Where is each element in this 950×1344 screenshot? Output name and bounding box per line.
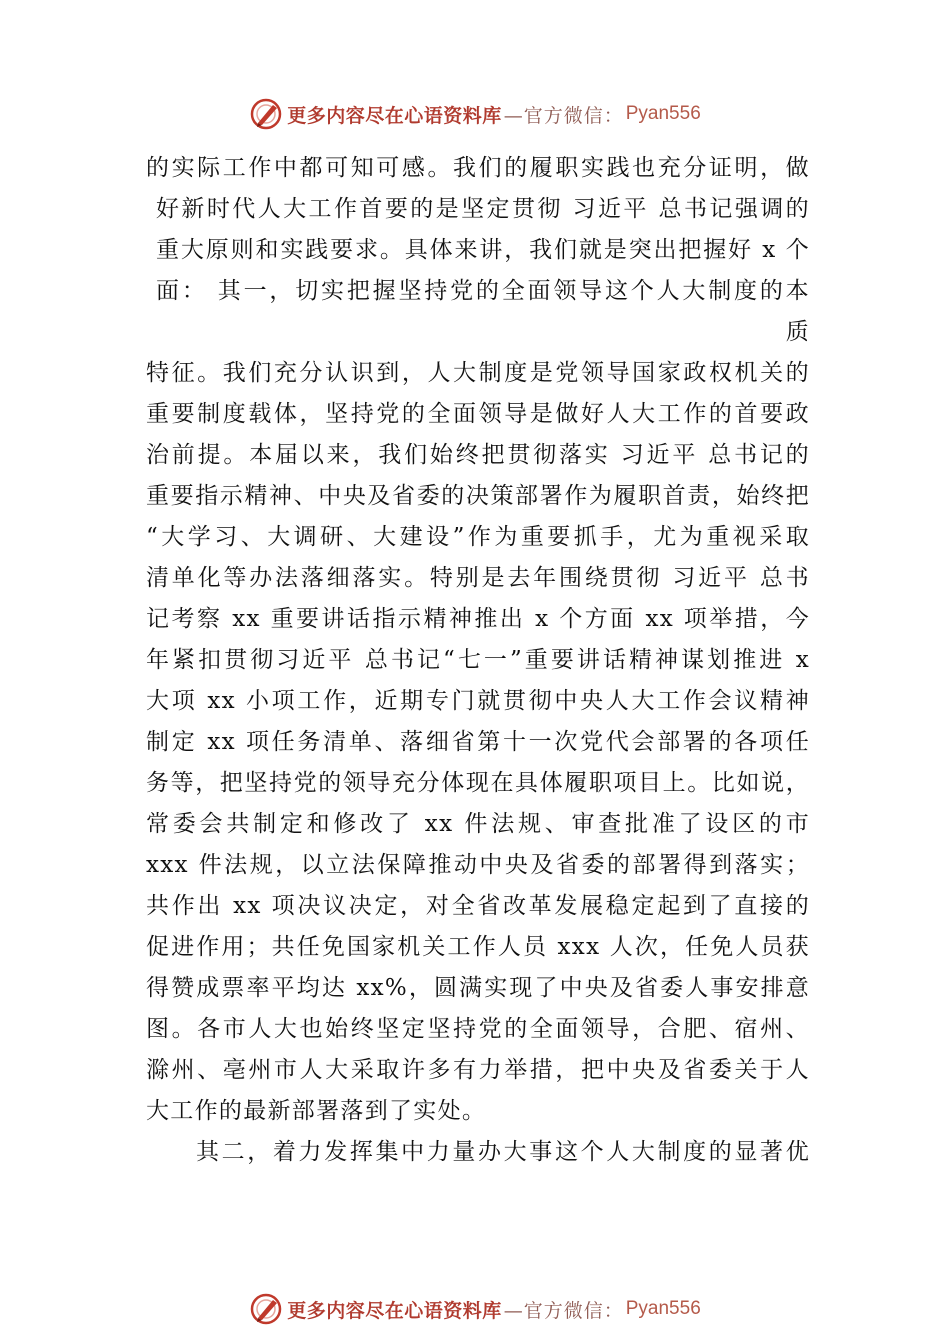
watermark-text-id: Pyan556 <box>625 103 701 124</box>
text-line: 重要指示精神、中央及省委的决策部署作为履职首责，始终把 <box>146 483 810 509</box>
text-line: 得赞成票率平均达 xx%，圆满实现了中央及省委人事安排意 <box>146 975 810 1001</box>
text-line: 大工作的最新部署落到了实处。 <box>146 1098 487 1124</box>
footer-watermark <box>0 1289 950 1329</box>
text-line: 制定 xx 项任务清单、落细省第十一次党代会部署的各项任 <box>146 729 810 755</box>
text-line: 其二，着力发挥集中力量办大事这个人大制度的显著优 <box>196 1139 810 1165</box>
document-body <box>146 148 810 1173</box>
watermark-text-main: 更多内容尽在心语资料库 <box>287 1299 502 1322</box>
text-line: 的实际工作中都可知可感。我们的履职实践也充分证明，做 <box>146 155 810 181</box>
text-line: 清单化等办法落细落实。特别是去年围绕贯彻 习近平 总书 <box>146 565 810 591</box>
text-line: 年紧扣贯彻习近平 总书记“七一”重要讲话精神谋划推进 x <box>146 647 810 673</box>
text-line: 滁州、亳州市人大采取许多有力举措，把中央及省委关于人 <box>146 1057 810 1083</box>
pen-logo-icon <box>249 1292 283 1326</box>
text-line: 治前提。本届以来，我们始终把贯彻落实 习近平 总书记的 <box>146 442 810 468</box>
text-line: 务等，把坚持党的领导充分体现在具体履职项目上。比如说， <box>146 770 810 796</box>
watermark-text-main: 更多内容尽在心语资料库 <box>287 104 502 127</box>
text-line: 常委会共制定和修改了 xx 件法规、审查批准了设区的市 <box>146 811 810 837</box>
watermark-text-label: —官方微信： <box>503 1299 624 1322</box>
text-line: 重大原则和实践要求。具体来讲，我们就是突出把握好 x 个 <box>156 237 810 263</box>
text-line: 特征。我们充分认识到，人大制度是党领导国家政权机关的 <box>146 360 810 386</box>
text-line: 促进作用；共任免国家机关工作人员 xxx 人次，任免人员获 <box>146 934 810 960</box>
text-line: 重要制度载体，坚持党的全面领导是做好人大工作的首要政 <box>146 401 810 427</box>
text-line: “大学习、大调研、大建设”作为重要抓手，尤为重视采取 <box>146 524 810 550</box>
text-line: 好新时代人大工作首要的是坚定贯彻 习近平 总书记强调的 <box>156 196 810 222</box>
text-line: 大项 xx 小项工作，近期专门就贯彻中央人大工作会议精神 <box>146 688 810 714</box>
watermark-text-id: Pyan556 <box>625 1298 701 1319</box>
text-line: 面： 其一，切实把握坚持党的全面领导这个人大制度的本 <box>156 278 810 304</box>
text-line: 记考察 xx 重要讲话指示精神推出 x 个方面 xx 项举措，今 <box>146 606 810 632</box>
watermark-text-label: —官方微信： <box>503 104 624 127</box>
pen-logo-icon <box>249 97 283 131</box>
header-watermark <box>0 94 950 134</box>
text-line: 图。各市人大也始终坚定坚持党的全面领导，合肥、宿州、 <box>146 1016 810 1042</box>
text-line: xxx 件法规，以立法保障推动中央及省委的部署得到落实； <box>146 852 810 878</box>
text-line: 共作出 xx 项决议决定，对全省改革发展稳定起到了直接的 <box>146 893 810 919</box>
text-line: 质 <box>785 319 810 345</box>
